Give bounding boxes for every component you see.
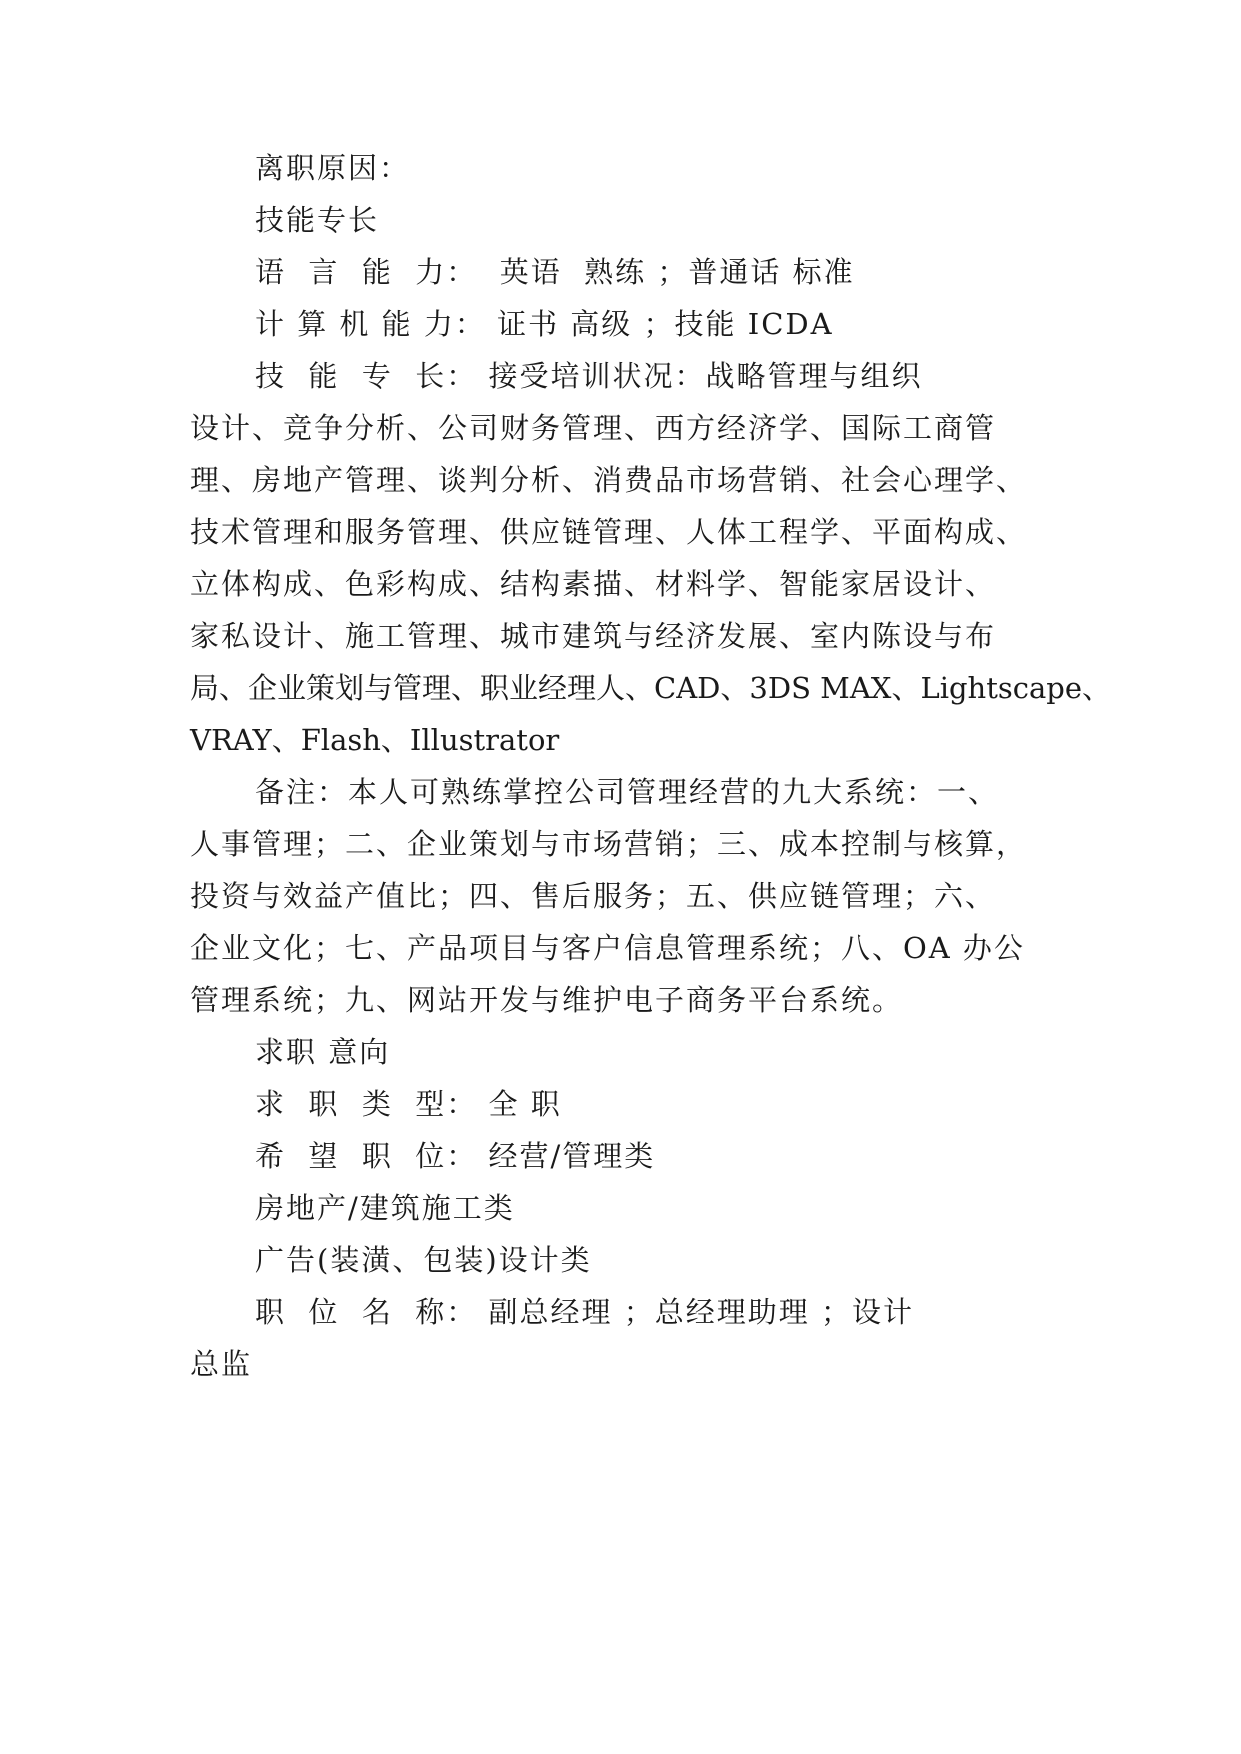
skills-text-line: 理、房地产管理、谈判分析、消费品市场营销、社会心理学、 (190, 463, 1028, 497)
desired-position-line: 广告(装潢、包装)设计类 (255, 1243, 592, 1277)
leave-reason-heading: 离职原因： (255, 151, 411, 185)
desired-position-line: 希 望 职 位： 经营/管理类 (255, 1139, 656, 1173)
skills-text-line: 局、企业策划与管理、职业经理人、CAD、3DS MAX、Lightscape、 (190, 671, 1112, 705)
remarks-text-line: 人事管理；二、企业策划与市场营销；三、成本控制与核算， (190, 827, 1028, 861)
remarks-line: 备注：本人可熟练掌控公司管理经营的九大系统：一、 (255, 775, 1000, 809)
position-title-line: 职 位 名 称： 副总经理 ；总经理助理 ；设计 (255, 1295, 914, 1329)
skills-text-line: 立体构成、色彩构成、结构素描、材料学、智能家居设计、 (190, 567, 997, 601)
remarks-text-line: 投资与效益产值比；四、售后服务；五、供应链管理；六、 (190, 879, 997, 913)
skills-text-line: 技术管理和服务管理、供应链管理、人体工程学、平面构成、 (190, 515, 1028, 549)
position-title-line: 总监 (190, 1347, 253, 1381)
language-ability-line: 语 言 能 力： 英语 熟练 ；普通话 标准 (255, 255, 855, 289)
computer-ability-line: 计 算 机 能 力： 证书 高级 ；技能 ICDA (255, 307, 834, 341)
desired-position-line: 房地产/建筑施工类 (255, 1191, 515, 1225)
job-type-line: 求 职 类 型： 全 职 (255, 1087, 562, 1121)
remarks-text-line: 管理系统；九、网站开发与维护电子商务平台系统。 (190, 983, 904, 1017)
remarks-text-line: 企业文化；七、产品项目与客户信息管理系统；八、OA 办公 (190, 931, 1025, 965)
job-intention-heading: 求职 意向 (255, 1035, 391, 1069)
skills-text-line: 设计、竞争分析、公司财务管理、西方经济学、国际工商管 (190, 411, 997, 445)
skills-text-line: VRAY、Flash、Illustrator (190, 723, 560, 757)
skills-heading: 技能专长 (255, 203, 380, 237)
skills-text-line: 家私设计、施工管理、城市建筑与经济发展、室内陈设与布 (190, 619, 997, 653)
skills-training-line: 技 能 专 长： 接受培训状况：战略管理与组织 (255, 359, 923, 393)
